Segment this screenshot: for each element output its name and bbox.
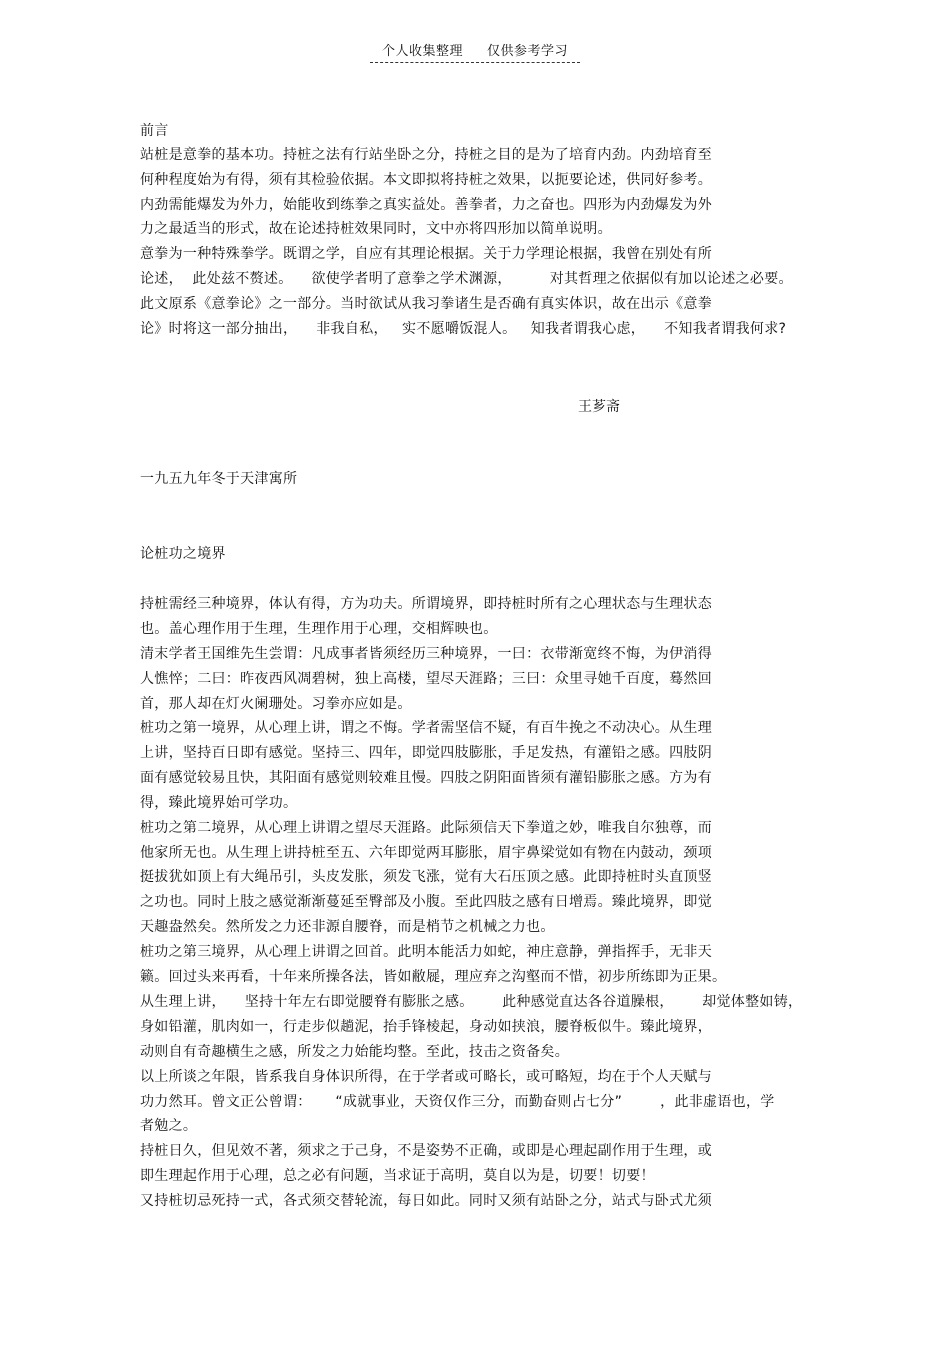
text-line: 身如铅灌，肌肉如一，行走步似趟泥，抬手锋棱起，身动如挟浪，腰脊板似牛。臻此境界， bbox=[140, 1019, 712, 1035]
text-line: 即生理起作用于心理，总之必有问题，当求证于高明，莫自以为是，切要！切要！ bbox=[140, 1168, 655, 1184]
header-left-text: 个人收集整理 bbox=[381, 44, 463, 59]
text-line: 者勉之。 bbox=[140, 1118, 198, 1134]
text-line: 桩功之第三境界，从心理上讲谓之回首。此明本能活力如蛇，神庄意静，弹指挥手，无非天 bbox=[140, 944, 712, 960]
text-line: 上讲，坚持百日即有感觉。坚持三、四年，即觉四肢膨胀，手足发热，有灌铅之感。四肢阴 bbox=[140, 745, 712, 761]
text-line: 又持桩切忌死持一式，各式须交替轮流，每日如此。同时又须有站卧之分，站式与卧式尤须 bbox=[140, 1193, 712, 1209]
text-line: 持桩需经三种境界，体认有得，方为功夫。所谓境界，即持桩时所有之心理状态与生理状态 bbox=[140, 596, 712, 612]
text-line: 论》时将这一部分抽出， 非我自私， 实不愿嚼饭混人。 知我者谓我心虑， 不知我者谓我何求? bbox=[140, 321, 787, 337]
text-line: 天趣盎然矣。然所发之力还非源自腰脊，而是梢节之机械之力也。 bbox=[140, 919, 555, 935]
text-line: 之功也。同时上肢之感觉渐渐蔓延至臀部及小腹。至此四肢之感有日增焉。臻此境界，即觉 bbox=[140, 894, 712, 910]
header-underline bbox=[370, 40, 580, 63]
text-line: 内劲需能爆发为外力，始能收到练拳之真实益处。善拳者，力之奋也。四形为内劲爆发为外 bbox=[140, 197, 712, 213]
text-line: 以上所谈之年限，皆系我自身体识所得，在于学者或可略长，或可略短，均在于个人天赋与 bbox=[140, 1069, 712, 1085]
text-line: 得，臻此境界始可学功。 bbox=[140, 795, 298, 811]
text-line: 意拳为一种特殊拳学。既谓之学，自应有其理论根据。关于力学理论根据，我曾在别处有所 bbox=[140, 246, 712, 262]
text-line: 功力然耳。曾文正公曾谓： “成就事业，天资仅作三分，而勤奋则占七分” ，此非虚语也，学 bbox=[140, 1094, 775, 1110]
text-line: 此文原系《意拳论》之一部分。当时欲试从我习拳诸生是否确有真实体识，故在出示《意拳 bbox=[140, 296, 712, 312]
text-line: 桩功之第二境界，从心理上讲谓之望尽天涯路。此际须信天下拳道之妙，唯我自尔独尊，而 bbox=[140, 820, 712, 836]
text-line: 首，那人却在灯火阑珊处。习拳亦应如是。 bbox=[140, 696, 412, 712]
text-line: 也。盖心理作用于生理，生理作用于心理，交相辉映也。 bbox=[140, 621, 498, 637]
text-line: 挺拔犹如顶上有大绳吊引，头皮发胀，须发飞涨，觉有大石压顶之感。此即持桩时头直顶竖 bbox=[140, 869, 712, 885]
text-line: 站桩是意拳的基本功。持桩之法有行站坐卧之分，持桩之目的是为了培育内劲。内劲培育至 bbox=[140, 147, 712, 163]
text-line: 力之最适当的形式，故在论述持桩效果同时，文中亦将四形加以简单说明。 bbox=[140, 221, 612, 237]
text-line: 动则自有奇趣横生之感，所发之力始能均整。至此，技击之资备矣。 bbox=[140, 1044, 569, 1060]
text-line: 何种程度始为有得，须有其检验依据。本文即拟将持桩之效果，以扼要论述，供同好参考。 bbox=[140, 172, 712, 188]
text-line: 论述， 此处兹不赘述。 欲使学者明了意拳之学术渊源， 对其哲理之依据似有加以论述之必要。 bbox=[140, 271, 793, 287]
header-right-text: 仅供参考学习 bbox=[487, 44, 569, 59]
page-header bbox=[0, 40, 950, 63]
text-line: 他家所无也。从生理上讲持桩至五、六年即觉两耳膨胀，眉宇鼻梁觉如有物在内鼓动，颈项 bbox=[140, 845, 712, 861]
text-line: 籁。回过头来再看，十年来所操各法，皆如敝屣，理应弃之沟壑而不惜，初步所练即为正果。 bbox=[140, 969, 727, 985]
text-line: 持桩日久，但见效不著，须求之于己身，不是姿势不正确，或即是心理起副作用于生理，或 bbox=[140, 1143, 712, 1159]
text-line: 一九五九年冬于天津寓所 bbox=[140, 471, 298, 487]
text-line: 从生理上讲， 坚持十年左右即觉腰脊有膨胀之感。 此种感觉直达各谷道臊根， 却觉体整如铸， bbox=[140, 994, 803, 1010]
text-line: 桩功之第一境界，从心理上讲，谓之不悔。学者需坚信不疑，有百牛挽之不动决心。从生理 bbox=[140, 720, 712, 736]
text-line: 人憔悴；二曰：昨夜西风凋碧树，独上高楼，望尽天涯路；三曰：众里寻她千百度，蓦然回 bbox=[140, 671, 712, 687]
text-line: 前言 bbox=[140, 123, 169, 139]
text-line: 论桩功之境界 bbox=[140, 546, 226, 562]
text-line: 面有感觉较易且快，其阳面有感觉则较难且慢。四肢之阴阳面皆须有灌铅膨胀之感。方为有 bbox=[140, 770, 712, 786]
text-line: 清末学者王国维先生尝谓：凡成事者皆须经历三种境界，一曰：衣带渐宽终不悔，为伊消得 bbox=[140, 646, 712, 662]
author-signature: 王芗斋 bbox=[578, 399, 620, 415]
